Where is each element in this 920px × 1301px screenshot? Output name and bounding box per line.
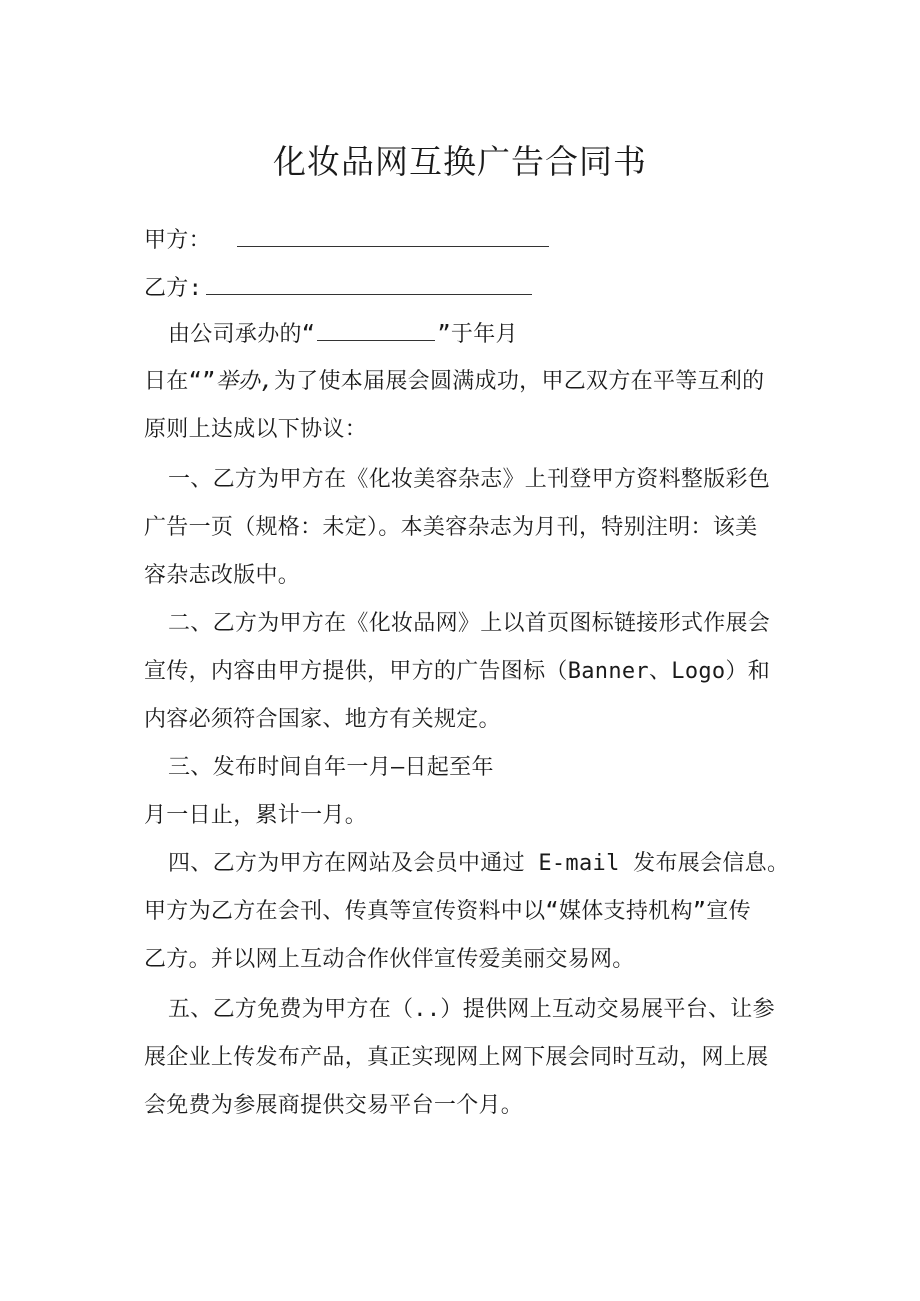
clause-1-line-1: 一、乙方为甲方在《化妆美容杂志》上刊登甲方资料整版彩色 <box>168 467 771 492</box>
clause-4-line-1: 四、乙方为甲方在网站及会员中通过 E-mail 发布展会信息。 <box>168 851 790 876</box>
intro-line-3: 原则上达成以下协议： <box>144 417 368 442</box>
clause-2-line-2: 宣传，内容由甲方提供，甲方的广告图标（Banner、Logo）和 <box>144 659 771 684</box>
clause-4-line-3: 乙方。并以网上互动合作伙伴宣传爱美丽交易网。 <box>144 947 635 972</box>
clause-2-line-3: 内容必须符合国家、地方有关规定。 <box>144 707 501 732</box>
intro-line-2-suffix: 为了使本届展会圆满成功，甲乙双方在平等互利的 <box>273 369 765 394</box>
intro-line-1-suffix: ”于年月 <box>437 322 518 347</box>
clause-2-line-1: 二、乙方为甲方在《化妆品网》上以首页图标链接形式作展会 <box>168 611 771 636</box>
party-b-blank <box>206 274 532 295</box>
clause-1-line-2: 广告一页（规格：未定）。本美容杂志为月刊，特别注明：该美 <box>144 515 758 540</box>
clause-1-line-3: 容杂志改版中。 <box>144 563 301 588</box>
intro-line-1-prefix: 由公司承办的“ <box>168 322 316 347</box>
intro-line-1 <box>168 320 518 349</box>
party-b-line <box>144 274 532 303</box>
clause-3-line-2: 月一日止，累计一月。 <box>144 803 368 828</box>
clause-5-line-3: 会免费为参展商提供交易平台一个月。 <box>144 1093 524 1118</box>
party-a-blank <box>237 226 549 247</box>
clause-3-line-1: 三、发布时间自年一月—日起至年 <box>168 755 494 780</box>
party-a-line <box>144 226 549 255</box>
document-title: 化妆品网互换广告合同书 <box>273 142 647 181</box>
clause-4-line-2: 甲方为乙方在会刊、传真等宣传资料中以“媒体支持机构”宣传 <box>144 899 751 924</box>
party-a-label: 甲方： <box>144 228 211 253</box>
intro-line-2-prefix: 日在“” <box>144 369 216 394</box>
intro-line-2-italic: 举办, <box>215 369 274 394</box>
party-b-label: 乙方: <box>144 276 203 301</box>
clause-5-line-2: 展企业上传发布产品，真正实现网上网下展会同时互动，网上展 <box>144 1045 769 1070</box>
event-name-blank <box>317 320 435 341</box>
intro-line-2 <box>144 368 764 396</box>
clause-5-line-1: 五、乙方免费为甲方在（..）提供网上互动交易展平台、让参 <box>168 997 775 1022</box>
